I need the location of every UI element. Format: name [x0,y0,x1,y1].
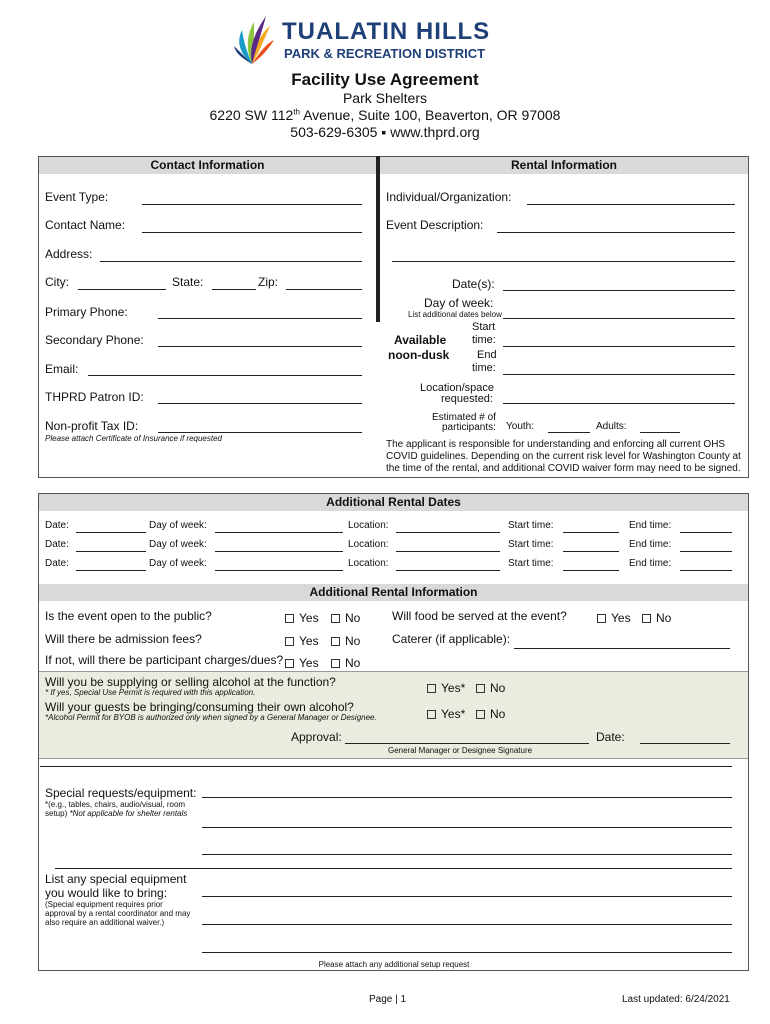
adults-field[interactable] [640,432,680,433]
rental-heading: Rental Information [380,157,748,174]
q-byob-label: Will your guests be bringing/consuming their own alcohol? [45,700,354,714]
day-of-week-label: Day of week: [424,296,494,310]
contact-heading: Contact Information [39,157,376,174]
logo-mark-icon [232,14,276,66]
no-label: No [345,656,361,670]
start-label: Start [472,321,496,333]
location-label: Location/space [420,382,494,394]
tax-id-field[interactable] [158,432,362,433]
location-field[interactable] [503,403,735,404]
contact-name-label: Contact Name: [45,218,126,232]
day-of-week-field[interactable] [503,318,735,319]
signature-caption: General Manager or Designee Signature [388,746,533,755]
additional-date-date-field[interactable] [76,570,146,571]
additional-date-day-label: Day of week: [149,539,207,550]
address-pre: 6220 SW 112 [209,107,294,123]
requests-note-1: *(e.g., tables, chairs, audio/visual, room [45,800,186,809]
additional-date-location-label: Location: [348,539,389,550]
additional-date-start-field[interactable] [563,570,619,571]
adults-label: Adults: [596,421,627,432]
no-label: No [656,611,672,625]
additional-date-location-label: Location: [348,558,389,569]
additional-date-end-label: End time: [629,558,672,569]
special-equipment-field-3[interactable] [202,952,732,953]
city-label: City: [45,275,69,289]
end-time-field[interactable] [503,374,735,375]
additional-date-location-field[interactable] [396,532,500,533]
logo [232,14,522,66]
yes-label: Yes [299,656,319,670]
additional-date-end-label: End time: [629,520,672,531]
column-divider [376,156,380,322]
equip-note-3: also require an additional waiver.) [45,918,165,927]
checkbox-icon[interactable] [331,614,340,623]
dates-label: Date(s): [452,277,495,291]
setup-note: Please attach any additional setup request [318,960,470,969]
caterer-label: Caterer (if applicable): [392,632,511,646]
org-label: Individual/Organization: [386,190,512,204]
special-requests-field-1[interactable] [202,797,732,798]
event-description-field-2[interactable] [392,261,735,262]
estimated-label-2: participants: [442,422,496,433]
contact-name-field[interactable] [142,232,362,233]
special-equipment-label: List any special equipment [45,872,187,886]
special-requests-field-2[interactable] [202,827,732,828]
q-admission-label: Will there be admission fees? [45,632,202,646]
no-label: No [345,611,361,625]
q-food-yes[interactable] [597,611,631,625]
page-title: Facility Use Agreement [291,70,479,89]
yes-label: Yes* [441,707,466,721]
page-number: Page | 1 [369,994,407,1005]
noon-dusk-label: noon-dusk [388,348,450,362]
logo-district: PARK & RECREATION DISTRICT [284,46,486,61]
additional-date-start-field[interactable] [563,532,619,533]
additional-date-date-label: Date: [45,539,69,550]
tax-id-label: Non-profit Tax ID: [45,419,139,433]
start-time-label: time: [472,334,496,346]
q-alcohol-no[interactable] [476,681,505,695]
q-alcohol-label: Will you be supplying or selling alcohol at the function? [45,675,336,689]
special-requests-label: Special requests/equipment: [45,786,197,800]
checkbox-icon[interactable] [476,684,485,693]
address-line [0,107,770,123]
additional-date-date-label: Date: [45,520,69,531]
additional-date-end-field[interactable] [680,551,732,552]
no-label: No [490,707,506,721]
youth-label: Youth: [506,421,534,432]
covid-note-1: The applicant is responsible for understanding and enforcing all current OHS [386,439,726,450]
last-updated: Last updated: 6/24/2021 [622,994,730,1005]
additional-date-date-label: Date: [45,558,69,569]
checkbox-icon[interactable] [642,614,651,623]
additional-date-end-field[interactable] [680,532,732,533]
city-field[interactable] [78,289,166,290]
alcohol-note: * If yes, Special Use Permit is required with this application. [45,688,256,697]
special-equipment-field-2[interactable] [202,924,732,925]
checkbox-icon[interactable] [285,637,294,646]
additional-date-end-label: End time: [629,539,672,550]
logo-name: TUALATIN HILLS [282,18,491,45]
requests-note-2 [45,809,187,818]
additional-date-start-field[interactable] [563,551,619,552]
special-requests-field-3[interactable] [202,854,732,855]
additional-date-start-label: Start time: [508,539,554,550]
q-participant-yes[interactable] [285,656,319,670]
q-alcohol-yes[interactable] [427,681,465,695]
additional-date-location-label: Location: [348,520,389,531]
event-type-label: Event Type: [45,190,109,204]
checkbox-icon[interactable] [331,659,340,668]
primary-phone-field[interactable] [158,318,362,319]
patron-id-label: THPRD Patron ID: [45,390,144,404]
q-food-label: Will food be served at the event? [392,609,567,623]
end-time-label: time: [472,362,496,374]
additional-date-location-field[interactable] [396,551,500,552]
youth-field[interactable] [548,432,590,433]
state-label: State: [172,275,204,289]
additional-date-date-field[interactable] [76,551,146,552]
additional-date-end-field[interactable] [680,570,732,571]
event-type-field[interactable] [142,204,362,205]
checkbox-icon[interactable] [285,659,294,668]
org-field[interactable] [527,204,735,205]
no-label: No [490,681,506,695]
separator-line [40,766,732,767]
q-food-no[interactable] [642,611,671,625]
yes-label: Yes* [441,681,466,695]
q-public-no[interactable] [331,611,360,625]
yes-label: Yes [611,611,631,625]
approval-label: Approval: [291,730,342,744]
special-equipment-field-1[interactable] [202,896,732,897]
requests-note-2b: *Not applicable for shelter rentals [69,809,188,818]
additional-date-day-field[interactable] [215,551,343,552]
address-label: Address: [45,247,93,261]
start-time-field[interactable] [503,346,735,347]
covid-note-3: the time of the rental, and additional COVID waiver form may need to be signed. [386,463,741,474]
covid-note-2: COVID guidelines. Depending on the current risk level for Washington County at [386,451,741,462]
location-label-2: requested: [441,393,493,405]
checkbox-icon[interactable] [476,710,485,719]
checkbox-icon[interactable] [331,637,340,646]
additional-date-start-label: Start time: [508,558,554,569]
q-participant-label: If not, will there be participant charges/dues? [45,653,284,667]
email-field[interactable] [88,375,362,376]
q-public-label: Is the event open to the public? [45,609,212,623]
additional-date-day-label: Day of week: [149,558,207,569]
caterer-field[interactable] [514,648,730,649]
additional-date-start-label: Start time: [508,520,554,531]
separator-line-2 [55,868,732,869]
additional-date-day-field[interactable] [215,570,343,571]
equip-note-1: (Special equipment requires prior [45,900,163,909]
q-byob-no[interactable] [476,707,505,721]
checkbox-icon[interactable] [285,614,294,623]
q-admission-no[interactable] [331,634,360,648]
secondary-phone-field[interactable] [158,346,362,347]
dates-field[interactable] [503,290,735,291]
additional-date-location-field[interactable] [396,570,500,571]
q-participant-no[interactable] [331,656,360,670]
additional-date-date-field[interactable] [76,532,146,533]
secondary-phone-label: Secondary Phone: [45,333,144,347]
end-label: End [477,349,497,361]
additional-date-day-label: Day of week: [149,520,207,531]
zip-label: Zip: [258,275,279,289]
zip-field[interactable] [286,289,362,290]
q-public-yes[interactable] [285,611,319,625]
additional-date-day-field[interactable] [215,532,343,533]
address-field[interactable] [100,261,362,262]
yes-label: Yes [299,611,319,625]
address-post: Avenue, Suite 100, Beaverton, OR 97008 [299,107,561,123]
requests-note-2a: setup) [45,809,70,818]
email-label: Email: [45,362,79,376]
event-description-label: Event Description: [386,218,484,232]
state-field[interactable] [212,289,256,290]
approval-date-label: Date: [596,730,625,744]
patron-id-field[interactable] [158,403,362,404]
q-byob-yes[interactable] [427,707,465,721]
approval-date-field[interactable] [640,743,730,744]
special-equipment-label-2: you would like to bring: [45,886,168,900]
list-dates-note: List additional dates below [408,310,502,319]
insurance-note: Please attach Certificate of Insurance if requested [45,434,222,443]
checkbox-icon[interactable] [427,684,436,693]
primary-phone-label: Primary Phone: [45,305,128,319]
contact-line: 503-629-6305 ▪ www.thprd.org [290,124,480,140]
address-sup: th [293,107,300,117]
event-description-field[interactable] [497,232,735,233]
no-label: No [345,634,361,648]
additional-dates-heading: Additional Rental Dates [39,494,748,511]
q-admission-yes[interactable] [285,634,319,648]
page-subtitle: Park Shelters [342,90,428,106]
available-label: Available [394,333,447,347]
estimated-label: Estimated # of [432,412,496,423]
equip-note-2: approval by a rental coordinator and may [45,909,191,918]
approval-field[interactable] [345,743,589,744]
additional-info-heading: Additional Rental Information [39,584,748,601]
checkbox-icon[interactable] [427,710,436,719]
yes-label: Yes [299,634,319,648]
byob-note: *Alcohol Permit for BYOB is authorized only when signed by a General Manager or Designee. [45,713,377,722]
checkbox-icon[interactable] [597,614,606,623]
